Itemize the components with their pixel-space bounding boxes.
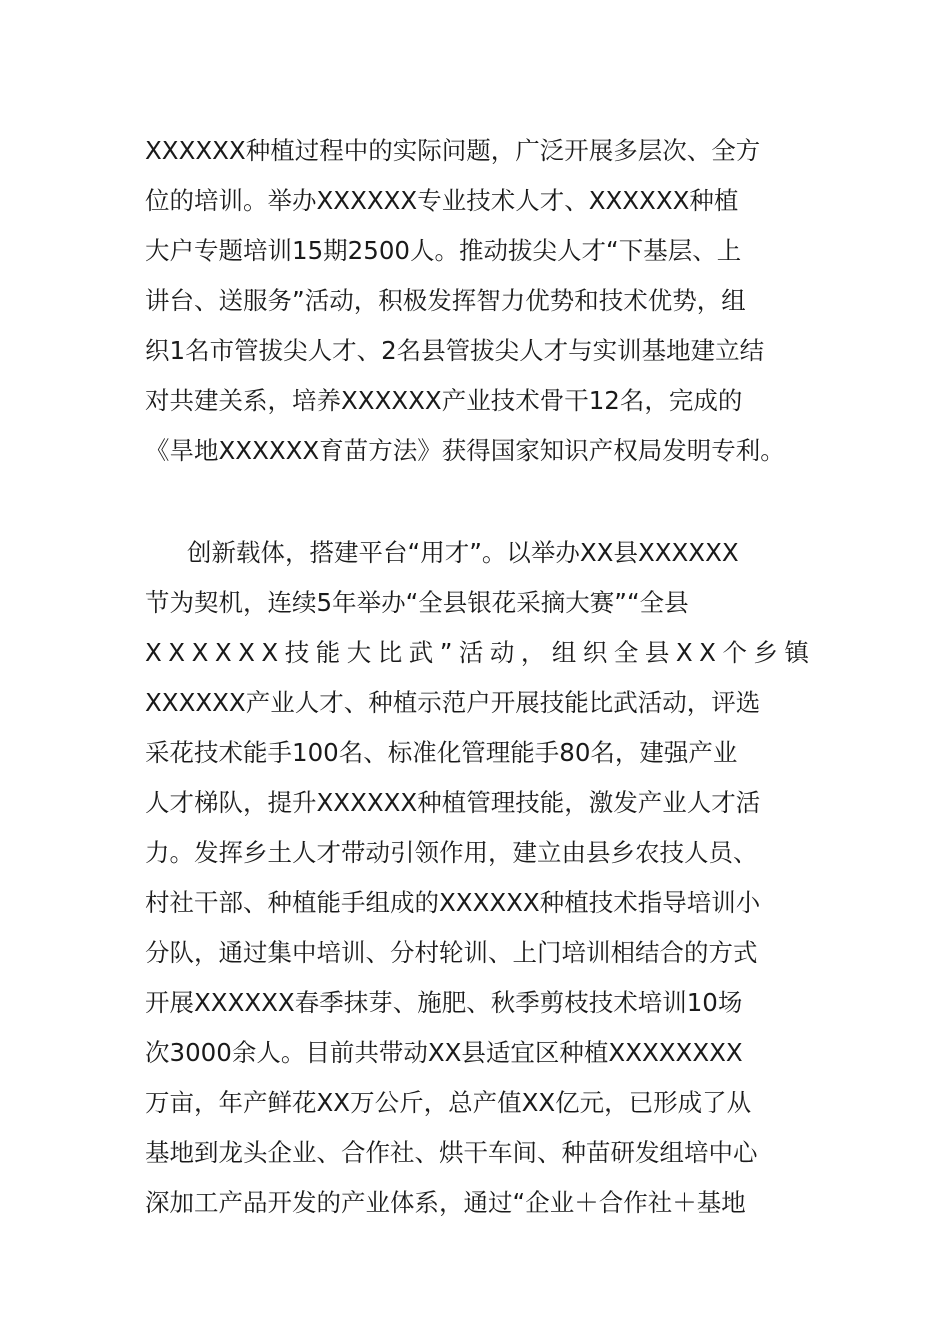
text-line: 大户专题培训15期2500人。推动拔尖人才“下基层、上 xyxy=(145,236,742,265)
text-line: 深加工产品开发的产业体系，通过“企业＋合作社＋基地 xyxy=(145,1188,746,1217)
text-line: XXXXXX种植过程中的实际问题，广泛开展多层次、全方 xyxy=(145,136,761,165)
text-line: 《旱地XXXXXX育苗方法》获得国家知识产权局发明专利。 xyxy=(145,436,785,465)
text-line: 力。发挥乡土人才带动引领作用，建立由县乡农技人员、 xyxy=(145,838,758,867)
text-line: 万亩，年产鲜花XX万公斤，总产值XX亿元，已形成了从 xyxy=(145,1088,752,1117)
text-line: 次3000余人。目前共带动XX县适宜区种植XXXXXXXX xyxy=(145,1038,743,1067)
paragraph-2 xyxy=(145,528,815,1228)
text-line: 位的培训。举办XXXXXX专业技术人才、XXXXXX种植 xyxy=(145,186,739,215)
text-line: 人才梯队，提升XXXXXX种植管理技能，激发产业人才活 xyxy=(145,788,761,817)
text-line-first: 创新载体，搭建平台“用才”。以举办XX县XXXXXX xyxy=(187,538,739,567)
text-line: 讲台、送服务”活动，积极发挥智力优势和技术优势，组 xyxy=(145,286,746,315)
text-line: 采花技术能手100名、标准化管理能手80名，建强产业 xyxy=(145,738,738,767)
paragraph-1 xyxy=(145,126,815,476)
text-line: XXXXXX产业人才、种植示范户开展技能比武活动，评选 xyxy=(145,688,761,717)
text-line: 基地到龙头企业、合作社、烘干车间、种苗研发组培中心 xyxy=(145,1138,758,1167)
text-line: 对共建关系，培养XXXXXX产业技术骨干12名，完成的 xyxy=(145,386,743,415)
text-line: 织1名市管拔尖人才、2名县管拔尖人才与实训基地建立结 xyxy=(145,336,765,365)
text-line: 开展XXXXXX春季抹芽、施肥、秋季剪枝技术培训10场 xyxy=(145,988,743,1017)
text-line: 村社干部、种植能手组成的XXXXXX种植技术指导培训小 xyxy=(145,888,761,917)
text-line: XXXXXX技能大比武”活动，组织全县XX个乡镇 xyxy=(145,638,816,667)
text-line: 节为契机，连续5年举办“全县银花采摘大赛”“全县 xyxy=(145,588,689,617)
text-line: 分队，通过集中培训、分村轮训、上门培训相结合的方式 xyxy=(145,938,758,967)
